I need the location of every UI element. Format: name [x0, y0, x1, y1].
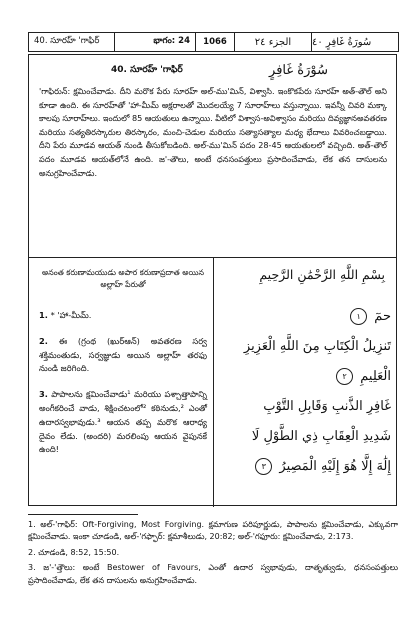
arabic-text: تَنزِيلُ الْكِتَابِ مِنَ اللَّهِ الْعَزِيزِ: [243, 339, 391, 354]
surah-introduction: [39, 85, 387, 180]
page-header: [28, 32, 399, 52]
verse-number: 1.: [39, 310, 48, 320]
arabic-text: شَدِيدِ الْعِقَابِ ذِي الطَّوْلِ لَا: [251, 429, 391, 444]
arabic-text: إِلَٰهَ إِلَّا هُوَ إِلَيْهِ الْمَصِيرُ: [279, 459, 391, 474]
basmala-te: అనంత కరుణామయుడు అపార కరుణాప్రదాత అయిన అల్లాహ్ పేరుతో: [42, 268, 204, 289]
header-part-te: భాగం: 24: [153, 36, 190, 46]
ayah-number-mark: ٢: [336, 368, 353, 385]
ayah-number-mark: ٣: [255, 458, 272, 475]
arabic-line: [221, 302, 391, 332]
verse-text: * 'హా-మీమ్.: [50, 310, 92, 320]
arabic-column: [221, 267, 391, 482]
footnote-1: 1. అల్-'గాఫిర్: Oft-Forgiving, Most Forgiving. క్షమాగుణ పరిపూర్ణుడు, పాపాలను క్షమించేవాడు, ఎక్కువగా క్షమించేవాడు. ఇంకా చూడండి, అల్-'గఫ్ఫార్: క్షమాశీలుడు, 20:82; అల్-'గఫూరు: క్షమించేవాడు, 2:173.: [28, 520, 398, 542]
arabic-text: حمٓ: [374, 309, 391, 324]
footnote-3: 3. జ'-'త్తౌలు: అంటే Bestower of Favours, ఎంతో ఉదార స్వభావుడు, దాతృత్వుడు, ధనసంపత్తులు ప్రసాదించేవాడు, లేక తన దాసులను అనుగ్రహించేవాడు.: [28, 563, 398, 585]
verse-3: [39, 388, 207, 457]
surah-title-ar: سُوْرَةُ غَافِرٍ: [269, 63, 328, 78]
arabic-line: [221, 452, 391, 482]
verse-text: పాపాలను క్షమించేవాడు¹ మరియు పశ్చాత్తాపాన్ని అంగీకరించే వాడు, శిక్షించటంలో² కఠినుడు,² ఎంతో ఉదారస్వభావుడు.³ ఆయన తప్ప మరొక ఆరాధ్య దైవం లేడు. (అందరి) మరలింపు ఆయన వైపునకే ఉంది!: [39, 389, 208, 455]
footnotes: [28, 519, 398, 590]
arabic-line: [221, 422, 391, 452]
page-number: 1066: [195, 33, 235, 51]
surah-title-row: [29, 63, 396, 81]
header-surah-ar: سُورَةُ غَافِرٍ ٤٠: [311, 33, 398, 51]
basmala-ar: بِسْمِ اللَّهِ الرَّحْمَٰنِ الرَّحِيمِ: [259, 267, 385, 282]
translation-column: [39, 267, 207, 469]
arabic-line: [221, 362, 391, 392]
footnote-rule: [28, 514, 138, 515]
verse-text: ఈ (గ్రంథ (ఖుర్ఆన్) అవతరణ సర్వ శక్తిమంతుడు, సర్వజ్ఞుడు అయిన అల్లాహ్ తరఫు నుండి జరిగింది.: [39, 335, 207, 374]
column-divider: [213, 257, 214, 507]
arabic-text: الْعَلِيمِ: [360, 369, 391, 384]
verse-1: [39, 309, 207, 323]
ayah-number-mark: ١: [350, 308, 367, 325]
arabic-line: [221, 332, 391, 362]
arabic-text: غَافِرِ الذَّنبِ وَقَابِلِ التَّوْبِ: [263, 399, 391, 414]
header-surah-te: 40. సూరహ్ 'గాఫిర్: [29, 33, 115, 51]
verse-number: 3.: [39, 389, 48, 400]
header-juz-ar: الجزء ٢٤: [254, 36, 292, 48]
verse-2: [39, 335, 207, 376]
arabic-line: [221, 392, 391, 422]
surah-title-te: 40. సూరహ్ 'గాఫిర్: [111, 65, 183, 75]
verse-number: 2.: [39, 335, 48, 346]
footnote-2: 2. చూడండి, 8:52, 15:50.: [28, 547, 120, 557]
main-frame: [28, 54, 397, 506]
intro-paragraph: 'గాఫిరున్: క్షమించేవాడు. దీని మరొక పేరు సూరహ్ అల్-ము'మిన్, విశ్వాసి. ఇంకొకపేరు సూరహ్ అత్-తౌల్ అని కూడా ఉంది. ఈ సూరహ్‌తో 'హా-మీమ్ అక్షరాలతో మొదలయ్యే 7 సూరాహ్‌లు వస్తున్నాయి. ఇవన్నీ చివరి మక్కా కాలపు సూరాహ్‌లు. ఇందులో 85 ఆయతులు ఉన్నాయి. వీటిలో విశ్వాస-అవిశ్వాసం మరియు దివ్యజ్ఞానఅవతరణ మరియు సత్యతిరస్కారుల తిరస్కారం, మంచి-చెడుల మరియు సత్యాసత్యాల మధ్య భేదాలు వివరించబడ్డాయి. దీని పేరు మూడవ ఆయత్ నుండి తీసుకోబడింది. అల్-ము'మిన్ పదం 28-45 ఆయతులలో వచ్చింది. అత్-తౌల్ పదం మూడవ ఆయత్‌లోనే ఉంది. జ'-తౌలు, అంటే ధనసంపత్తులు ప్రసాదించేవాడు, లేక తన దాసులను అనుగ్రహించేవాడు.: [39, 86, 387, 178]
